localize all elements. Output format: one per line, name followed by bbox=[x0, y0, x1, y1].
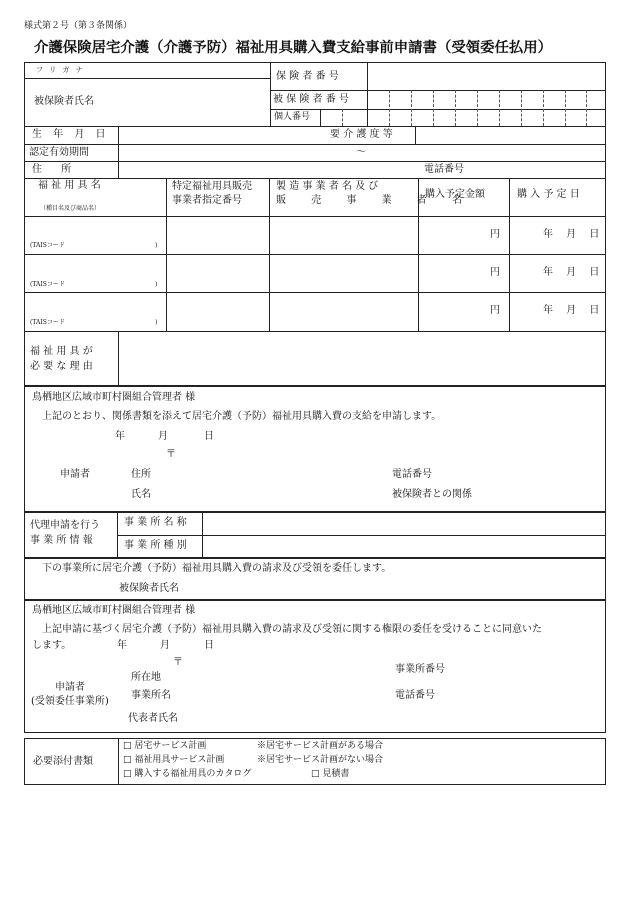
tais-code-close: ) bbox=[155, 319, 158, 326]
applicant-phone-label: 電話番号 bbox=[392, 469, 432, 480]
attachment-care-plan: □ 居宅サービス計画 bbox=[123, 741, 207, 751]
yen-unit: 円 bbox=[490, 305, 500, 316]
tais-code-label: (TAISコード bbox=[30, 242, 65, 249]
acceptance-date-year: 年 bbox=[117, 640, 127, 651]
phone-label: 電話番号 bbox=[424, 164, 464, 175]
main-form-box bbox=[24, 62, 606, 386]
acceptance-box bbox=[24, 600, 606, 733]
form-number: 様式第２号（第３条関係） bbox=[24, 21, 133, 31]
application-box bbox=[24, 386, 606, 512]
tais-code-close: ) bbox=[155, 281, 158, 288]
representative-name-label: 代表者氏名 bbox=[128, 713, 178, 724]
reason-label-line1: 福 祉 用 具 が bbox=[30, 346, 93, 357]
care-level-label: 要 介 護 度 等 bbox=[330, 129, 393, 140]
maker-header-line1: 製 造 事 業 者 名 及 び bbox=[276, 181, 379, 192]
page-title: 介護保険居宅介護（介護予防）福祉用具購入費支給事前申請書（受領委任払用） bbox=[34, 39, 553, 56]
attachment-equipment-plan: □ 福祉用具サービス計画 bbox=[123, 755, 225, 765]
application-statement: 上記のとおり、関係書類を添えて居宅介護（予防）福祉用具購入費の支給を申請します。 bbox=[42, 411, 442, 422]
designation-header-line2: 事業者指定番号 bbox=[172, 195, 242, 206]
item-name-subheader: （種目名及び商品名） bbox=[40, 205, 101, 212]
yen-unit: 円 bbox=[490, 267, 500, 278]
agent-label-line1: 代理申請を行う bbox=[30, 520, 100, 531]
office-name-label: 事 業 所 名 称 bbox=[124, 517, 187, 528]
purchase-date: 年 月 日 bbox=[543, 305, 600, 316]
validity-period-label: 認定有効期間 bbox=[29, 147, 89, 158]
application-addressee: 鳥栖地区広域市町村圏組合管理者 様 bbox=[32, 392, 196, 403]
acceptance-date-day: 日 bbox=[204, 640, 214, 651]
purchase-date: 年 月 日 bbox=[543, 267, 600, 278]
amount-header: 購入予定金額 bbox=[425, 189, 485, 200]
reason-label-line2: 必 要 な 理 由 bbox=[30, 361, 93, 372]
birthdate-label: 生 年 月 日 bbox=[32, 129, 110, 140]
date-header: 購 入 予 定 日 bbox=[517, 189, 580, 200]
relation-label: 被保険者との関係 bbox=[392, 489, 472, 500]
personal-number-label: 個人番号 bbox=[274, 112, 311, 122]
office-type-label: 事 業 所 種 別 bbox=[124, 540, 187, 551]
applicant-label: 申請者 bbox=[60, 469, 90, 480]
tais-code-label: (TAISコード bbox=[30, 281, 65, 288]
acceptance-phone-label: 電話番号 bbox=[395, 690, 435, 701]
agent-label-line2: 事 業 所 情 報 bbox=[30, 535, 93, 546]
location-label: 所在地 bbox=[131, 672, 161, 683]
date-month: 月 bbox=[158, 431, 168, 442]
tais-code-close: ) bbox=[155, 242, 158, 249]
attachment-estimate: □ 見積書 bbox=[311, 769, 350, 779]
acceptance-applicant-label-line1: 申請者 bbox=[55, 682, 85, 693]
item-name-header: 福 祉 用 具 名 bbox=[38, 180, 101, 191]
acceptance-postal-mark: 〒 bbox=[173, 657, 183, 668]
acceptance-date-month: 月 bbox=[160, 640, 170, 651]
designation-header-line1: 特定福祉用具販売 bbox=[172, 181, 252, 192]
applicant-address-label: 住所 bbox=[131, 469, 151, 480]
insured-name-label: 被保険者氏名 bbox=[34, 96, 94, 107]
insurer-number-label: 保 険 者 番 号 bbox=[276, 71, 339, 82]
delegation-insured-name-label: 被保険者氏名 bbox=[119, 583, 179, 594]
date-day: 日 bbox=[204, 431, 214, 442]
tais-code-label: (TAISコード bbox=[30, 319, 65, 326]
acceptance-statement-line2: します。 bbox=[32, 640, 72, 651]
delegation-statement: 下の事業所に居宅介護（予防）福祉用具購入費の請求及び受領を委任します。 bbox=[42, 563, 392, 574]
yen-unit: 円 bbox=[490, 229, 500, 240]
attachment-care-plan-note: ※居宅サービス計画がある場合 bbox=[257, 741, 384, 751]
purchase-date: 年 月 日 bbox=[543, 229, 600, 240]
attachment-catalog: □ 購入する福祉用具のカタログ bbox=[123, 769, 252, 779]
maker-header-line2: 販 売 事 業 者 名 bbox=[276, 195, 462, 206]
acceptance-statement-line1: 上記申請に基づく居宅介護（予防）福祉用具購入費の請求及び受領に関する権限の委任を受けることに同意いた bbox=[42, 624, 542, 635]
acceptance-office-name-label: 事業所名 bbox=[131, 690, 171, 701]
acceptance-addressee: 鳥栖地区広域市町村圏組合管理者 様 bbox=[32, 605, 196, 616]
acceptance-applicant-label-line2: (受領委任事業所) bbox=[31, 696, 109, 707]
date-year: 年 bbox=[115, 431, 125, 442]
postal-mark: 〒 bbox=[166, 449, 176, 460]
office-number-label: 事業所番号 bbox=[395, 664, 445, 675]
attachments-label: 必要添付書類 bbox=[33, 756, 93, 767]
address-label: 住 所 bbox=[32, 164, 80, 175]
insured-number-label: 被 保 険 者 番 号 bbox=[273, 94, 349, 105]
validity-tilde: ～ bbox=[356, 147, 366, 158]
attachment-equipment-plan-note: ※居宅サービス計画がない場合 bbox=[257, 755, 384, 765]
applicant-name-label: 氏名 bbox=[131, 489, 151, 500]
furigana-label: フ リ ガ ナ bbox=[36, 66, 85, 74]
